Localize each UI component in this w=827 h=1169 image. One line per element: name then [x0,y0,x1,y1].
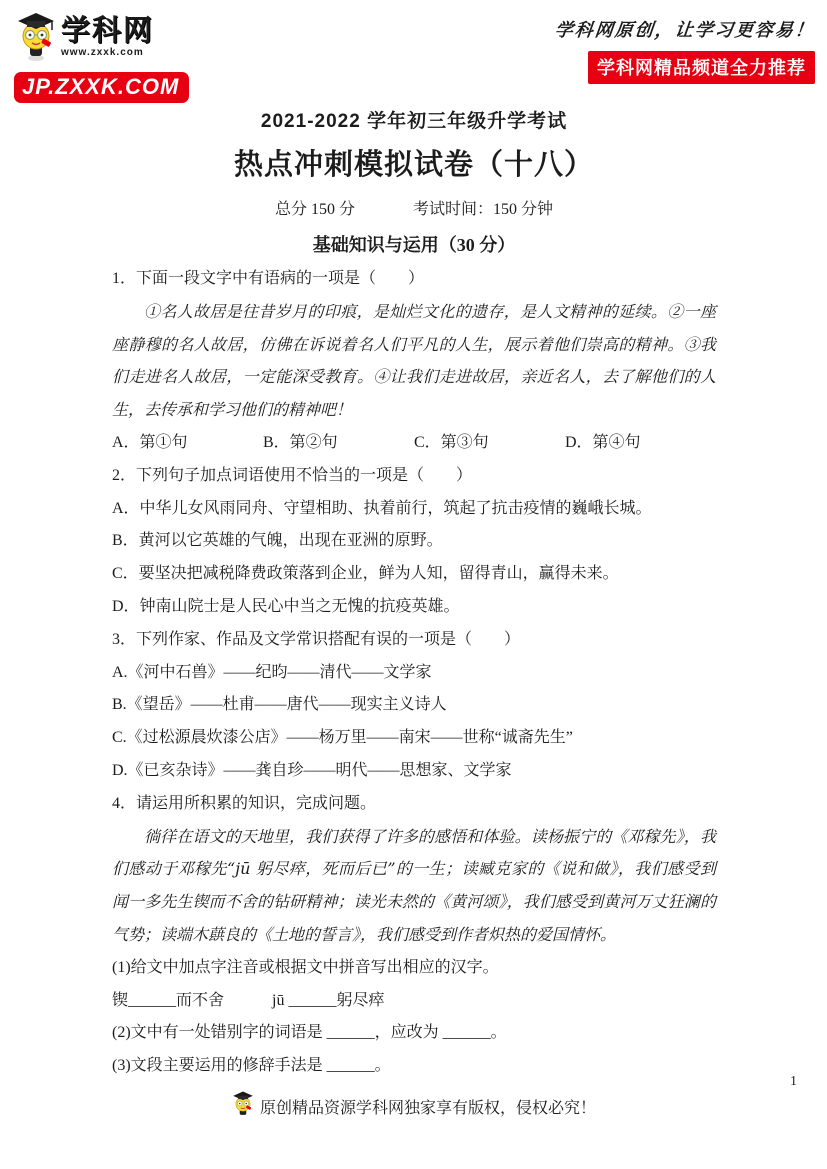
exam-title-line2: 热点冲刺模拟试卷（十八） [233,149,594,181]
question-1-stem: 1．下面一段文字中有语病的一项是（ ） [112,270,425,287]
slogan-text: 学科网原创，让学习更容易！ [553,20,816,41]
question-1-passage: ①名人故居是往昔岁月的印痕，是灿烂文化的遗存，是人文精神的延续。②一座座静穆的名人故居，仿佛在诉说着名人们平凡的人生，展示着他们崇高的精神。③我们走进名人故居，一定能深受教育。④让我们走进故居，亲近名人，去了解他们的人生，去传承和学习他们的精神吧！ [112,301,716,420]
page-footer [0,1074,827,1138]
question-4-sub3: (3)文段主要运用的修辞手法是 ______。 [112,1057,391,1075]
question-2 [112,460,716,624]
mascot-icon [231,1088,255,1125]
question-4-sub2: (2)文中有一处错别字的词语是 ______，应改为 ______。 [112,1024,507,1042]
question-4-sub1: (1)给文中加点字注音或根据文中拼音写出相应的汉字。 [112,958,499,976]
total-score: 总分 150 分 [274,201,355,218]
question-2-stem: 2．下列句子加点词语使用不恰当的一项是（ ） [112,466,473,484]
question-3-option-a: A.《河中石兽》——纪昀——清代——文学家 [112,663,432,681]
question-4-sub1-blanks: 锲______而不舍 jū ______躬尽瘁 [112,991,385,1009]
question-1-option-c: C．第③句 [414,433,489,451]
brand-text-block [61,8,154,58]
copyright-line [0,1078,827,1125]
question-2-option-b: B．黄河以它英雄的气魄，出现在亚洲的原野。 [112,532,443,550]
question-3 [112,624,716,788]
exam-duration: 考试时间：150 分钟 [413,201,554,218]
brand-name: 学科网 [61,15,155,47]
question-3-option-b: B.《望岳》——杜甫——唐代——现实主义诗人 [112,696,447,714]
question-3-option-d: D.《已亥杂诗》——龚自珍——明代——思想家、文学家 [112,761,512,779]
document-body [112,106,716,1083]
question-3-option-c: C.《过松源晨炊漆公店》——杨万里——南宋——世称“诚斋先生” [112,729,573,747]
jp-zxxk-badge: JP.ZXXK.COM [14,72,189,103]
question-1-options [112,427,716,460]
question-4-stem: 4．请运用所积累的知识，完成问题。 [112,794,377,812]
exam-info-line [112,196,716,219]
question-4-passage: 徜徉在语文的天地里，我们获得了许多的感悟和体验。读杨振宁的《邓稼先》，我们感动于邓稼先“jū 躬尽瘁，死而后已”的一生；读臧克家的《说和做》，我们感受到闻一多先生锲而不舍的钻研精神；读光未然的《黄河颂》，我们感受到黄河万丈狂澜的气势；读端木蕻良的《土地的誓言》，我们感受到作者炽热的爱国情怀。 [112,826,716,944]
question-2-option-d: D．钟南山院士是人民心中当之无愧的抗疫英雄。 [112,597,460,615]
question-1 [112,263,716,460]
question-2-option-c: C．要坚决把减税降费政策落到企业，鲜为人知，留得青山，赢得未来。 [112,565,619,583]
question-1-option-b: B．第②句 [263,433,338,451]
question-1-option-a: A．第①句 [112,433,188,451]
mascot-icon [14,8,58,69]
logo-row [14,8,189,69]
section-heading: 基础知识与运用（30 分） [312,235,516,255]
promo-banner: 学科网精品频道全力推荐 [588,51,815,84]
question-2-option-a: A．中华儿女风雨同舟、守望相助、执着前行，筑起了抗击疫情的巍峨长城。 [112,499,652,517]
exam-title-line1: 2021-2022 学年初三年级升学考试 [260,111,568,132]
brand-url: www.zxxk.com [61,47,144,58]
page-header [14,8,815,103]
copyright-text: 原创精品资源学科网独家享有版权，侵权必究！ [259,1100,596,1117]
page-number: 1 [790,1074,797,1089]
site-logo [14,8,189,103]
header-slogan-block [555,8,815,84]
question-1-option-d: D．第④句 [565,433,641,451]
question-3-stem: 3．下列作家、作品及文学常识搭配有误的一项是（ ） [112,630,521,648]
question-4 [112,788,716,1083]
